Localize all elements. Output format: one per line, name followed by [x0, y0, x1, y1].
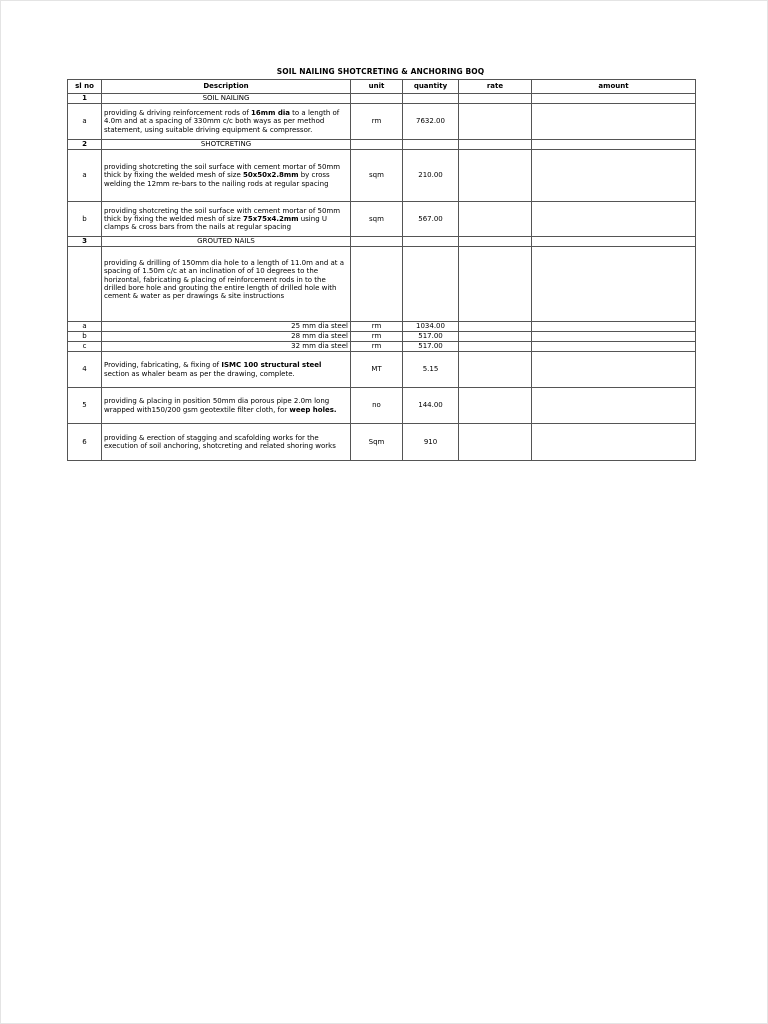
row-description: providing & driving reinforcement rods of 16mm dia to a length of 4.0m and at a spacing of 330mm c/c both ways as per method statement, using suitable driving equipment & compressor.	[102, 104, 351, 140]
row-quantity: 517.00	[403, 332, 459, 342]
section-row-grouted-nails	[68, 237, 696, 247]
row-quantity: 144.00	[403, 388, 459, 424]
empty-cell	[351, 140, 403, 150]
section-title: GROUTED NAILS	[102, 237, 351, 247]
table-row	[68, 150, 696, 202]
row-quantity: 7632.00	[403, 104, 459, 140]
row-description: 28 mm dia steel	[102, 332, 351, 342]
table-row	[68, 388, 696, 424]
empty-cell	[459, 237, 532, 247]
row-unit	[351, 247, 403, 322]
table-row	[68, 342, 696, 352]
row-unit: rm	[351, 342, 403, 352]
empty-cell	[403, 94, 459, 104]
empty-cell	[403, 237, 459, 247]
row-quantity: 910	[403, 424, 459, 461]
row-rate	[459, 332, 532, 342]
row-unit: sqm	[351, 150, 403, 202]
header-sl-no: sl no	[68, 80, 102, 94]
header-rate: rate	[459, 80, 532, 94]
row-sl: a	[68, 322, 102, 332]
section-row-shotcreting	[68, 140, 696, 150]
empty-cell	[532, 94, 696, 104]
row-rate	[459, 388, 532, 424]
row-amount	[532, 352, 696, 388]
row-unit: rm	[351, 104, 403, 140]
empty-cell	[403, 140, 459, 150]
row-description: providing & drilling of 150mm dia hole to a length of 11.0m and at a spacing of 1.50m c/c at an inclination of of 10 degrees to the horizontal, fabricating & placing of reinforcement rods in to the drilled bore hole and grouting the entire length of drilled hole with cement & water as per drawings & site instructions	[102, 247, 351, 322]
row-description: providing & placing in position 50mm dia porous pipe 2.0m long wrapped with150/200 gsm geotextile filter cloth, for weep holes.	[102, 388, 351, 424]
header-amount: amount	[532, 80, 696, 94]
row-quantity: 517.00	[403, 342, 459, 352]
table-row	[68, 424, 696, 461]
row-sl: a	[68, 104, 102, 140]
row-quantity	[403, 247, 459, 322]
row-unit: rm	[351, 322, 403, 332]
row-sl: a	[68, 150, 102, 202]
section-title: SOIL NAILING	[102, 94, 351, 104]
row-quantity: 567.00	[403, 202, 459, 237]
row-unit: no	[351, 388, 403, 424]
header-quantity: quantity	[403, 80, 459, 94]
section-sl: 2	[68, 140, 102, 150]
row-unit: MT	[351, 352, 403, 388]
row-amount	[532, 150, 696, 202]
empty-cell	[459, 94, 532, 104]
section-sl: 1	[68, 94, 102, 104]
row-amount	[532, 388, 696, 424]
row-sl: 4	[68, 352, 102, 388]
table-row	[68, 104, 696, 140]
row-unit: Sqm	[351, 424, 403, 461]
row-description: providing & erection of stagging and scafolding works for the execution of soil anchoring, shotcreting and related shoring works	[102, 424, 351, 461]
row-rate	[459, 202, 532, 237]
row-rate	[459, 104, 532, 140]
row-amount	[532, 104, 696, 140]
row-sl	[68, 247, 102, 322]
table-row	[68, 352, 696, 388]
header-unit: unit	[351, 80, 403, 94]
row-unit: rm	[351, 332, 403, 342]
row-quantity: 210.00	[403, 150, 459, 202]
document-title: SOIL NAILING SHOTCRETING & ANCHORING BOQ	[276, 67, 485, 76]
row-amount	[532, 322, 696, 332]
table-row	[68, 202, 696, 237]
row-sl: c	[68, 342, 102, 352]
row-description: Providing, fabricating, & fixing of ISMC 100 structural steel section as whaler beam as per the drawing, complete.	[102, 352, 351, 388]
row-amount	[532, 332, 696, 342]
row-rate	[459, 342, 532, 352]
table-header-row	[68, 80, 696, 94]
header-description: Description	[102, 80, 351, 94]
row-sl: b	[68, 332, 102, 342]
empty-cell	[459, 140, 532, 150]
row-description: providing shotcreting the soil surface with cement mortar of 50mm thick by fixing the welded mesh of size 50x50x2.8mm by cross welding the 12mm re-bars to the nailing rods at regular spacing	[102, 150, 351, 202]
empty-cell	[532, 237, 696, 247]
row-rate	[459, 247, 532, 322]
section-title: SHOTCRETING	[102, 140, 351, 150]
row-sl: b	[68, 202, 102, 237]
row-description: providing shotcreting the soil surface with cement mortar of 50mm thick by fixing the welded mesh of size 75x75x4.2mm using U clamps & cross bars from the nails at regular spacing	[102, 202, 351, 237]
section-sl: 3	[68, 237, 102, 247]
row-amount	[532, 424, 696, 461]
row-amount	[532, 342, 696, 352]
empty-cell	[351, 94, 403, 104]
row-quantity: 1034.00	[403, 322, 459, 332]
row-description: 32 mm dia steel	[102, 342, 351, 352]
boq-table	[67, 79, 696, 461]
empty-cell	[532, 140, 696, 150]
table-row	[68, 322, 696, 332]
row-amount	[532, 202, 696, 237]
row-quantity: 5.15	[403, 352, 459, 388]
empty-cell	[351, 237, 403, 247]
row-sl: 5	[68, 388, 102, 424]
row-description: 25 mm dia steel	[102, 322, 351, 332]
table-row	[68, 332, 696, 342]
row-unit: sqm	[351, 202, 403, 237]
row-amount	[532, 247, 696, 322]
row-rate	[459, 150, 532, 202]
section-row-soil-nailing	[68, 94, 696, 104]
row-sl: 6	[68, 424, 102, 461]
table-row	[68, 247, 696, 322]
row-rate	[459, 424, 532, 461]
row-rate	[459, 322, 532, 332]
row-rate	[459, 352, 532, 388]
